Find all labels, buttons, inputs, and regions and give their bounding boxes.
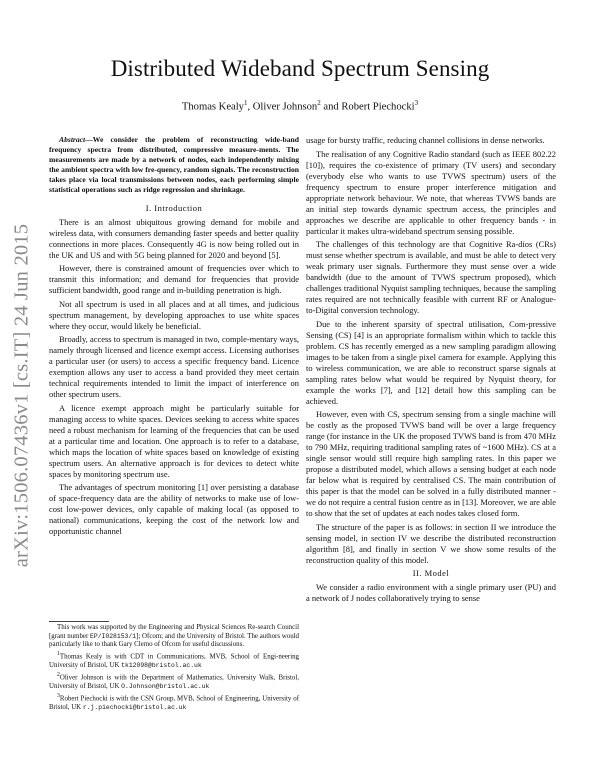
author-sep-1: , <box>247 101 253 113</box>
footnote-author-1 <box>49 650 299 670</box>
author-2: Oliver Johnson <box>252 101 318 113</box>
author-line <box>0 99 600 113</box>
paragraph: However, even with CS, spectrum sensing from a single machine will be costly as the proposed TVWS band will be over a large frequency range (for instance in the UK the proposed TVWS band is from 470 MHz to 790 MHz, requiring traditional sampling rates of ~1600 MHz). CS at a single sensor would still require high sampling rates. In this paper we propose a distributed model, which allows a sensing budget at each node far below what is required by centralised CS. The main contribution of this paper is that the model can be solved in a fully distributed manner - we do not require a central fusion centre as in [13]. Moreover, we are able to show that the set of updates at each nodes takes closed form. <box>306 409 556 518</box>
footnote-marker: 3 <box>57 693 60 700</box>
author-1-sup: 1 <box>243 99 248 107</box>
footnote-text: Robert Piechocki is with the CSN Group, MVB, School of Engineering, University of Bristol, UK <box>49 695 299 712</box>
arxiv-stamp-text: arXiv:1506.07436v1 [cs.IT] 24 Jun 2015 <box>10 223 33 567</box>
paragraph: The advantages of spectrum monitoring [1] over persisting a database of space-frequency data are the ability of networks to make use of low-cost low-power devices, only capable of making local (as opposed to national) communications, keeping the cost of the network low and opportunistic channel <box>49 482 299 536</box>
paragraph: The structure of the paper is as follows: in section II we introduce the sensing model, in section IV we describe the distributed reconstruction algorithm [8], and finally in section V we show some results of the reconstruction quality of this model. <box>306 521 556 565</box>
footnote-text: Oliver Johnson is with the Department of Mathematics, University Walk, Bristol, University of Bristol, UK <box>49 674 299 691</box>
paper-title: Distributed Wideband Spectrum Sensing <box>110 56 490 81</box>
email-link[interactable]: r.j.piechocki@bristol.ac.uk <box>82 704 187 712</box>
author-1: Thomas Kealy <box>181 101 244 113</box>
email-link[interactable]: O.Johnson@bristol.ac.uk <box>121 683 210 691</box>
section-heading-introduction: I. Introduction <box>145 203 203 213</box>
section-heading-model: II. Model <box>412 568 450 578</box>
footnote-rule <box>49 621 109 622</box>
abstract <box>49 135 299 195</box>
paragraph: Not all spectrum is used in all places and at all times, and judicious spectrum management, by developing approaches to use white spaces where they occur, would likely be beneficial. <box>49 298 299 331</box>
footnote-funding <box>49 624 299 650</box>
author-2-sup: 2 <box>317 99 321 107</box>
paragraph: usage for bursty traffic, reducing channel collisions in dense networks. <box>306 135 545 145</box>
grant-number: EP/I028153/1 <box>90 632 137 640</box>
right-column <box>306 135 556 606</box>
footnote-marker: 2 <box>57 672 60 679</box>
arxiv-stamp <box>8 180 36 610</box>
footnote-author-2 <box>49 671 299 691</box>
footnote-text: Thomas Kealy is with CDT in Communications, MVB, School of Engi-neering University of Bristol, UK <box>49 653 299 670</box>
paragraph: We consider a radio environment with a single primary user (PU) and a network of J nodes collaboratively trying to sense <box>306 581 556 603</box>
left-column <box>49 135 299 540</box>
abstract-text: —We consider the problem of reconstructing wide-band frequency spectra from distributed, compressive measure-ments. The measurements are made by a network of nodes, each independently mixing the ambient spectra with low fre-quency, random signals. The reconstruction takes place via local transmissions between nodes, each performing simple statistical operations such as ridge regression and shrinkage. <box>49 135 299 194</box>
footnote-text: This work was supported by the Engineering and Physical Sciences Re-search Council [grant number <box>49 624 299 640</box>
paragraph: The challenges of this technology are that Cognitive Ra-dios (CRs) must sense whether spectrum is available, and must be able to detect very weak primary user signals. Furthermore they must sense over a wide bandwidth (due to the amount of TVWS spectrum proposed), which challenges traditional Nyquist sampling techniques, because the sampling rates required are not technically feasible with current RF or Analogue-to-Digital conversion technology. <box>306 239 556 315</box>
author-sep-2: and <box>320 101 342 113</box>
email-link[interactable]: tk12098@bristol.ac.uk <box>121 662 202 670</box>
paragraph: There is an almost ubiquitous growing demand for mobile and wireless data, with consumers demanding faster speeds and better quality connections in more places. Consequently 4G is now being rolled out in the UK and US and with 5G being planned for 2020 and beyond [5]. <box>49 216 299 260</box>
footnote-author-3 <box>49 692 299 712</box>
footnote-marker: 1 <box>57 651 60 658</box>
paragraph: However, there is constrained amount of frequencies over which to transmit this information; and demand for frequencies that provide sufficient bandwidth, good range and in-building penetration is high. <box>49 263 299 295</box>
paragraph: The realisation of any Cognitive Radio standard (such as IEEE 802.22 [10]), requires the co-existence of primary (TV users) and secondary (everybody else who wants to use TVWS spectrum) users of the frequency spectrum to ensure proper interference mitigation and appropriate network behaviour. We note, that whereas TVWS bands are an initial step towards dynamic spectrum access, the principles and approaches we describe are applicable to other frequency bands - in particular it makes ultra-wideband spectrum sensing possible. <box>306 148 556 236</box>
paragraph: A licence exempt approach might be particularly suitable for managing access to white spaces. Devices seeking to access white spaces need a robust mechanism for learning of the frequencies that can be used at a particular time and location. One approach is to refer to a database, which maps the location of white spaces based on knowledge of existing spectrum users. An alternative approach is for devices to detect white spaces by monitoring spectrum use. <box>49 402 299 479</box>
paragraph: Broadly, access to spectrum is managed in two, comple-mentary ways, namely through licensed and licence exempt access. Licensing authorises a particular user (or users) to access a specific frequency band. Licence exemption allows any user to access a band provided they meet certain technical requirements intended to limit the impact of interference on other spectrum users. <box>49 334 299 399</box>
footnotes <box>49 621 299 713</box>
author-3: Robert Piechocki <box>341 101 415 113</box>
author-3-sup: 3 <box>414 99 419 107</box>
abstract-label: Abstract <box>59 135 86 144</box>
paragraph: Due to the inherent sparsity of spectral utilisation, Com-pressive Sensing (CS) [4] is an appropriate formalism within which to tackle this problem. CS has recently emerged as a new sampling paradigm allowing images to be taken from a single pixel camera for example. Applying this to wireless communication, we are able to reconstruct sparse signals at sampling rates below what would be required by Nyquist theory, for example the works [7], and [12] detail how this sampling can be achieved. <box>306 318 556 406</box>
footnote-text: ]; Ofcom; and the University of Bristol. The authors would particularly like to thank Gary Clemo of Ofcom for useful discussions. <box>49 632 300 649</box>
